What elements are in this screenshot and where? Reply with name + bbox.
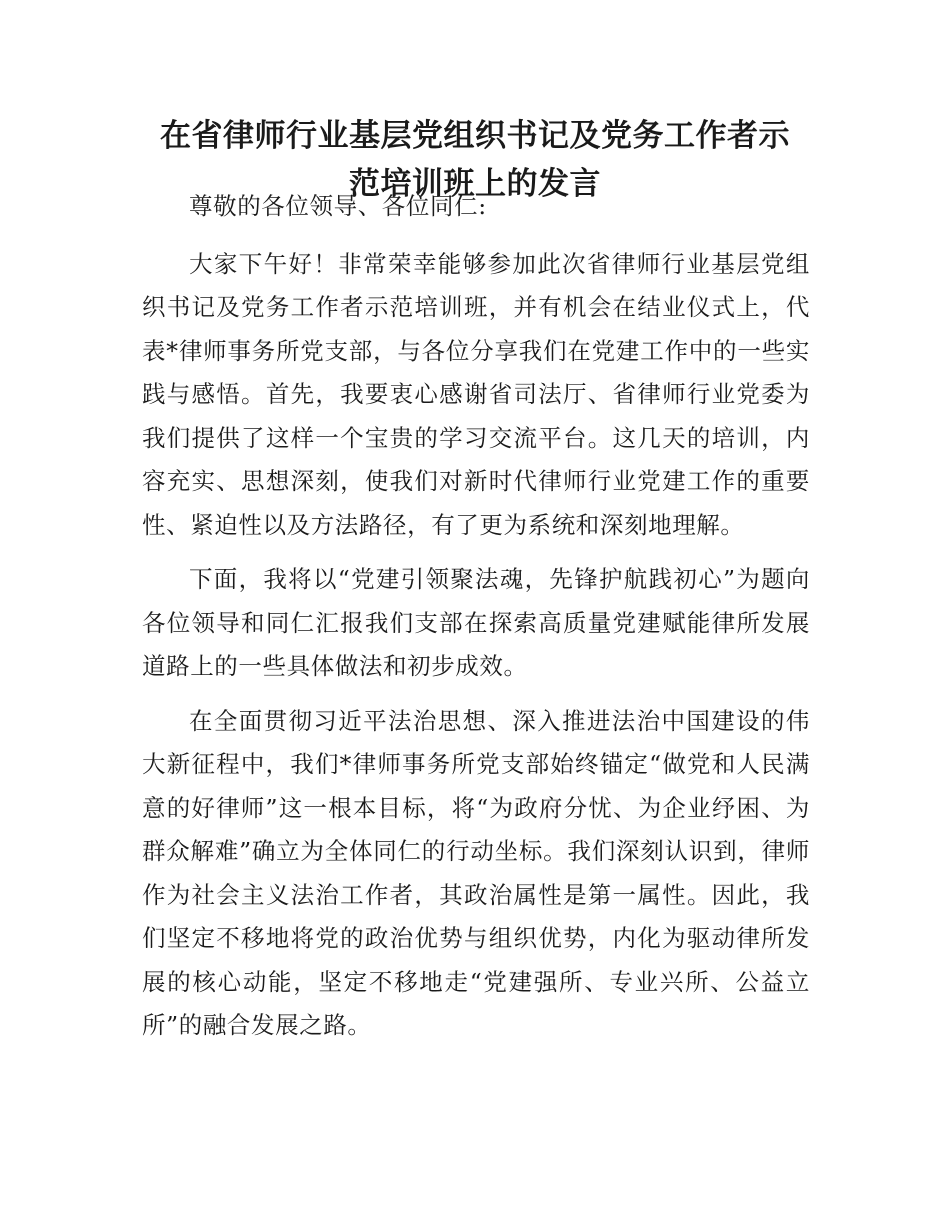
paragraph-1: 大家下午好！非常荣幸能够参加此次省律师行业基层党组织书记及党务工作者示范培训班，并有机会在结业仪式上，代表*律师事务所党支部，与各位分享我们在党建工作中的一些实践与感悟。首先，我要衷心感谢省司法厅、省律师行业党委为我们提供了这样一个宝贵的学习交流平台。这几天的培训，内容充实、思想深刻，使我们对新时代律师行业党建工作的重要性、紧迫性以及方法路径，有了更为系统和深刻地理解。 <box>142 249 810 539</box>
title-line-1: 在省律师行业基层党组织书记及党务工作者示 <box>160 118 790 154</box>
paragraph-2: 下面，我将以“党建引领聚法魂，先锋护航践初心”为题向各位领导和同仁汇报我们支部在探索高质量党建赋能律所发展道路上的一些具体做法和初步成效。 <box>142 565 810 680</box>
salutation: 尊敬的各位领导、各位同仁: <box>189 192 487 220</box>
paragraph-3: 在全面贯彻习近平法治思想、深入推进法治中国建设的伟大新征程中，我们*律师事务所党支部始终锚定“做党和人民满意的好律师”这一根本目标，将“为政府分忧、为企业纾困、为群众解难”确立为全体同仁的行动坐标。我们深刻认识到，律师作为社会主义法治工作者，其政治属性是第一属性。因此，我们坚定不移地将党的政治优势与组织优势，内化为驱动律所发展的核心动能，坚定不移地走“党建强所、专业兴所、公益立所”的融合发展之路。 <box>142 706 810 1039</box>
title-line-2: 范培训班上的发言 <box>349 166 601 202</box>
document-body <box>142 185 810 1059</box>
